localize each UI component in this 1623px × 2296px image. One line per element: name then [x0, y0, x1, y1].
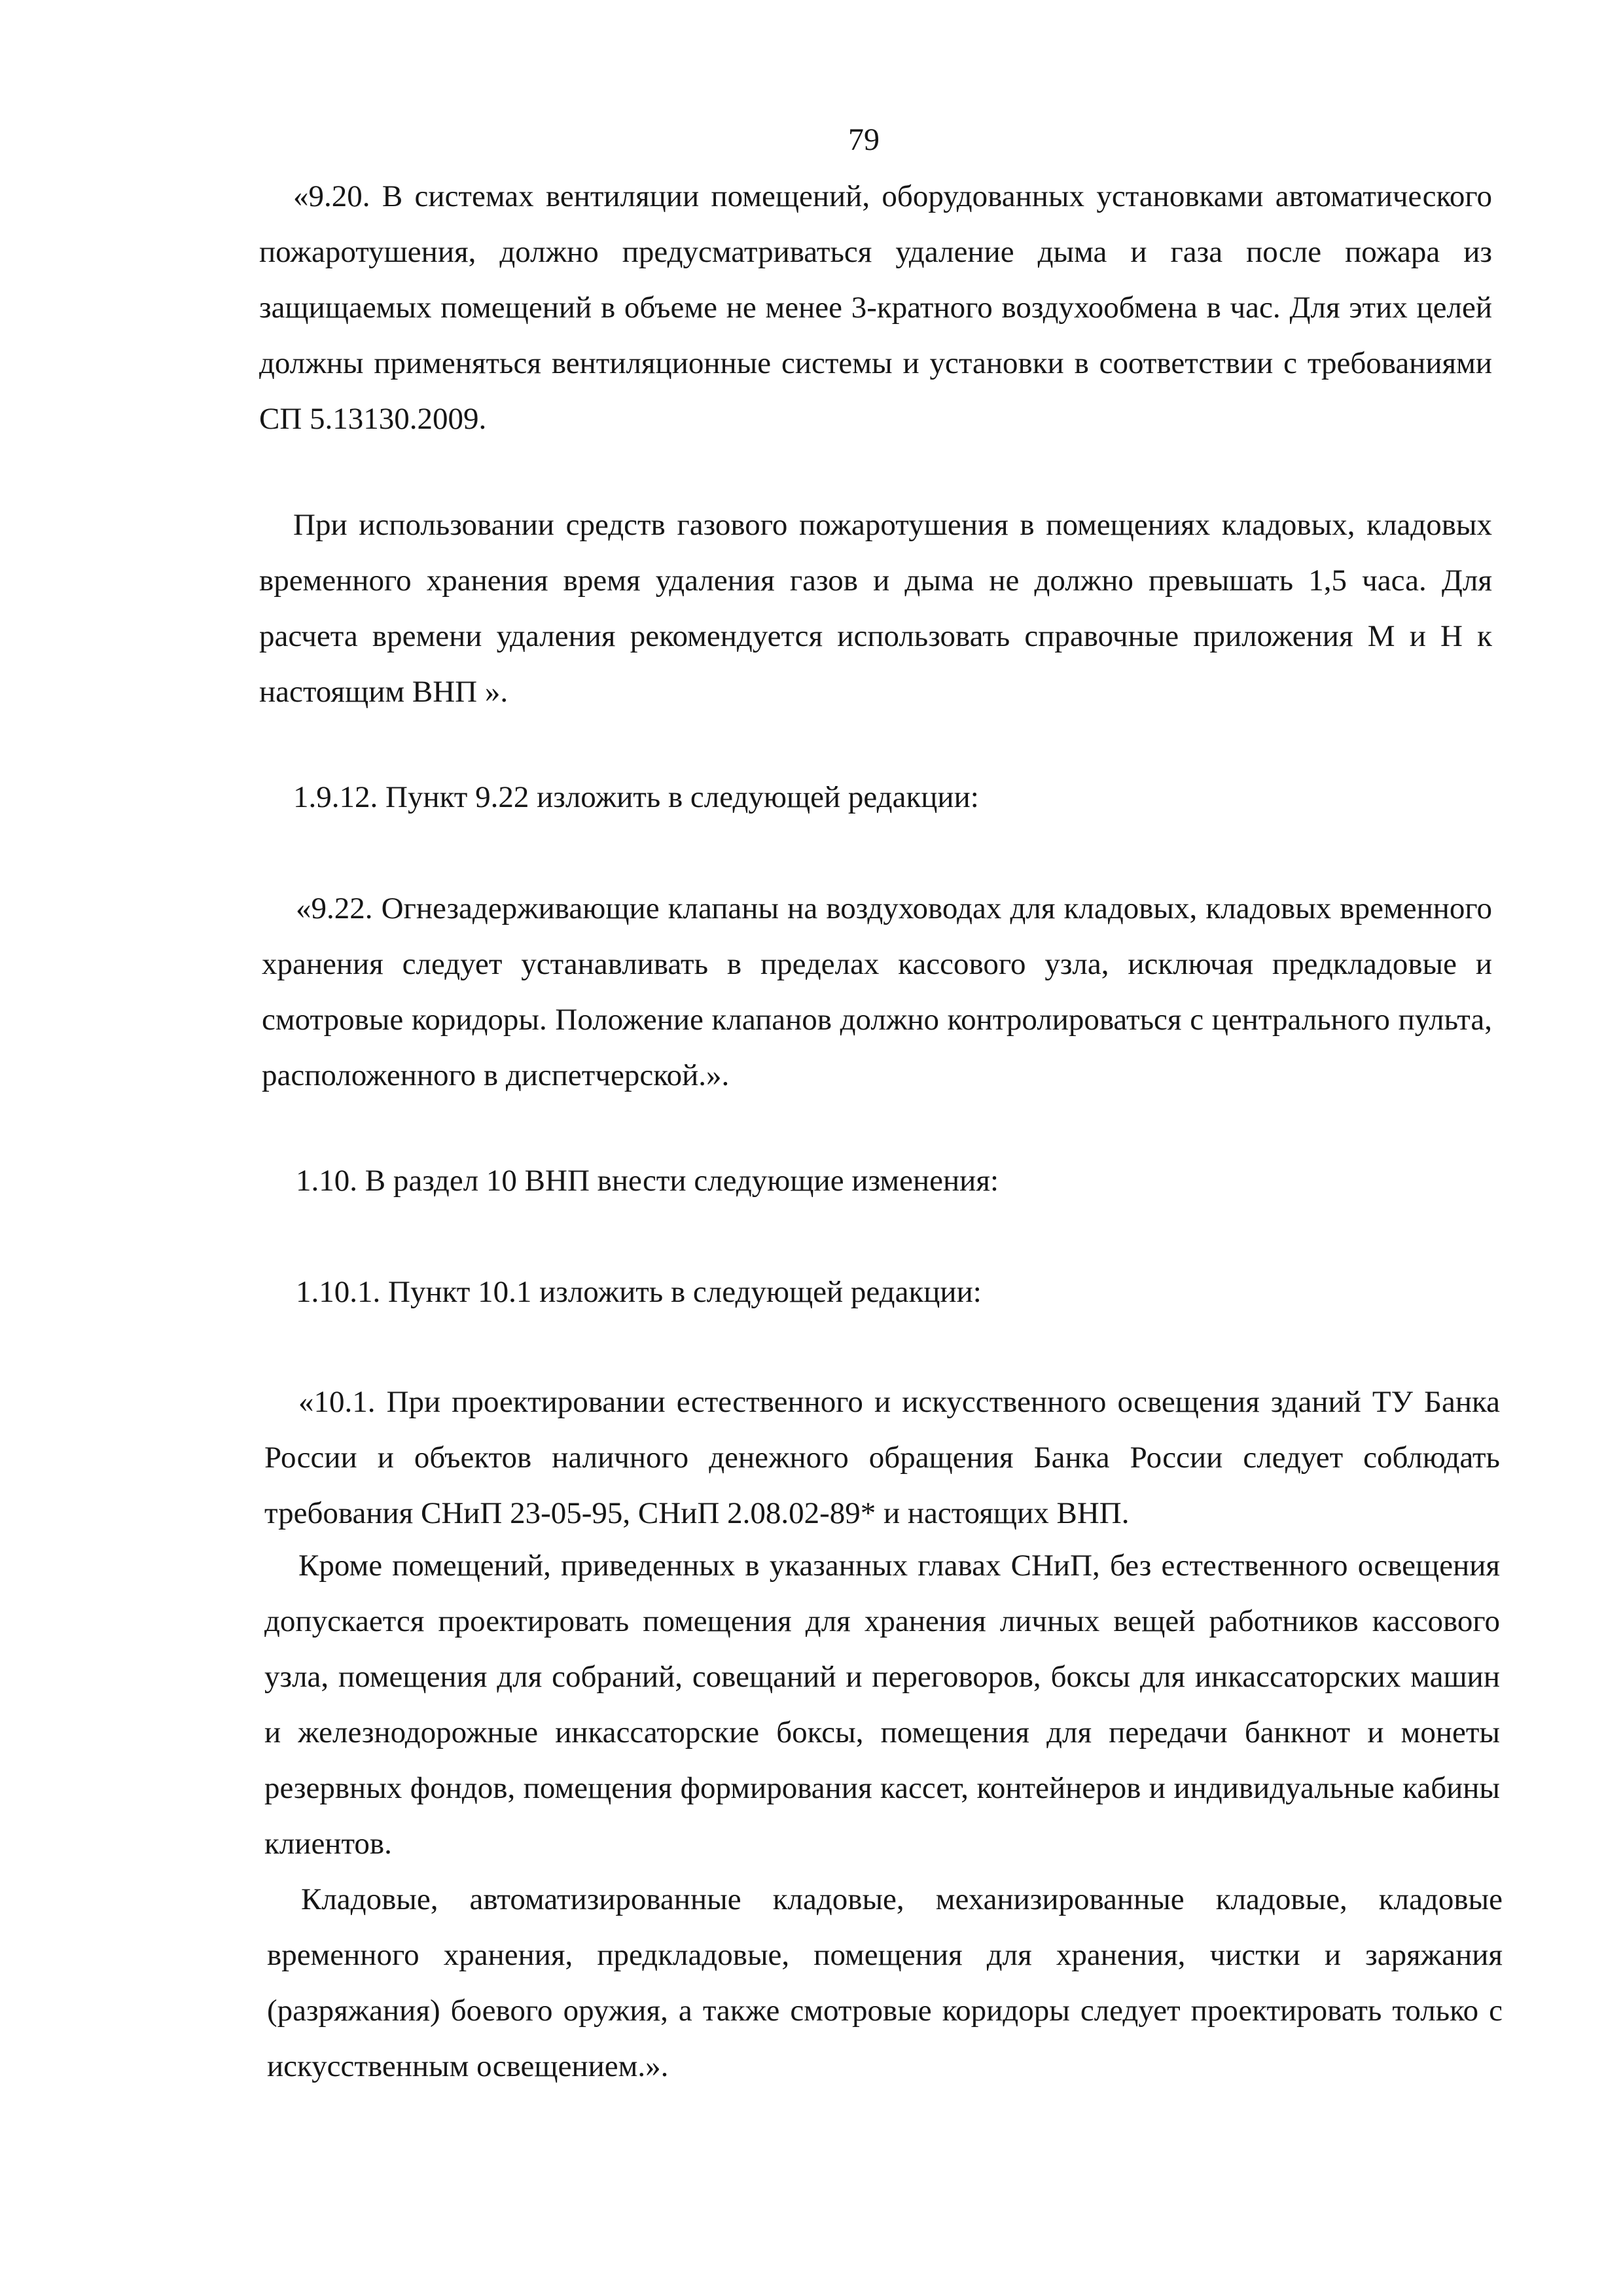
paragraph-1-10-instruction: 1.10. В раздел 10 ВНП внести следующие изменения:: [296, 1164, 999, 1198]
paragraph-gas-fire-suppression: При использовании средств газового пожаротушения в помещениях кладовых, кладовых временного хранения время удаления газов и дыма не должно превышать 1,5 часа. Для расчета времени удаления рекомендуется использовать справочные приложения М и Н к настоящим ВНП ».: [259, 508, 1492, 709]
paragraph-artificial-lighting-only: Кладовые, автоматизированные кладовые, механизированные кладовые, кладовые временного хранения, предкладовые, помещения для хранения, чистки и заряжания (разряжания) боевого оружия, а также смотровые коридоры следует проектировать только с искусственным освещением.».: [267, 1882, 1503, 2083]
paragraph-9-20-ventilation: «9.20. В системах вентиляции помещений, оборудованных установками автоматического пожаротушения, должно предусматриваться удаление дыма и газа после пожара из защищаемых помещений в объеме не менее 3-кратного воздухообмена в час. Для этих целей должны применяться вентиляционные системы и установки в соответствии с требованиями СП 5.13130.2009.: [259, 179, 1492, 436]
paragraph-9-22-fire-valves: «9.22. Огнезадерживающие клапаны на воздуховодах для кладовых, кладовых временного хранения следует устанавливать в пределах кассового узла, исключая предкладовые и смотровые коридоры. Положение клапанов должно контролироваться с центрального пульта, расположенного в диспетчерской.».: [262, 891, 1492, 1092]
paragraph-1-10-1-instruction: 1.10.1. Пункт 10.1 изложить в следующей редакции:: [296, 1275, 982, 1309]
paragraph-1-9-12-instruction: 1.9.12. Пункт 9.22 изложить в следующей редакции:: [293, 780, 979, 814]
page-number: 79: [848, 122, 880, 157]
paragraph-rooms-without-daylight: Кроме помещений, приведенных в указанных главах СНиП, без естественного освещения допускается проектировать помещения для хранения личных вещей работников кассового узла, помещения для собраний, совещаний и переговоров, боксы для инкассаторских машин и железнодорожные инкассаторские боксы, помещения для передачи банкнот и монеты резервных фондов, помещения формирования кассет, контейнеров и индивидуальные кабины клиентов.: [264, 1549, 1500, 1861]
paragraph-10-1-lighting: «10.1. При проектировании естественного и искусственного освещения зданий ТУ Банка России и объектов наличного денежного обращения Банка России следует соблюдать требования СНиП 23-05-95, СНиП 2.08.02-89* и настоящих ВНП.: [264, 1385, 1500, 1530]
